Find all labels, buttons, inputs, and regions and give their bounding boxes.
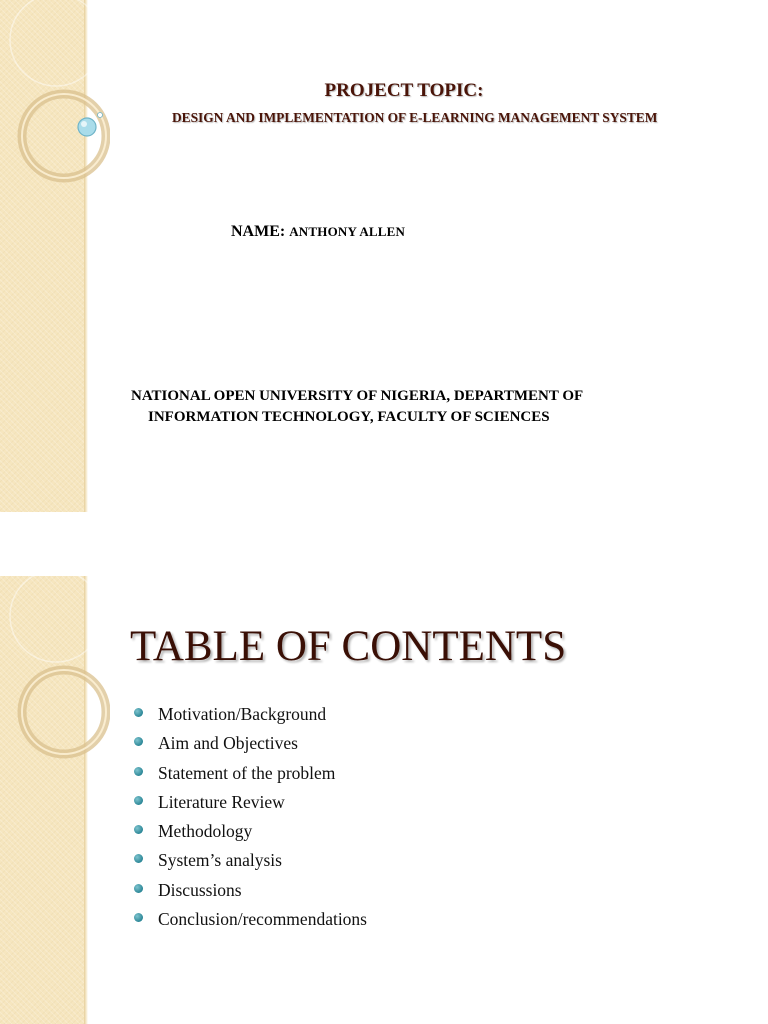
toc-item	[130, 731, 367, 760]
toc-item-label: Aim and Objectives	[158, 733, 298, 754]
toc-item	[130, 702, 367, 731]
toc-item	[130, 848, 367, 877]
institution-line-1: NATIONAL OPEN UNIVERSITY OF NIGERIA, DEPARTMENT OF	[131, 388, 584, 404]
bullet-icon	[134, 825, 143, 834]
project-title: DESIGN AND IMPLEMENTATION OF E-LEARNING MANAGEMENT SYSTEM	[172, 110, 658, 125]
bullet-icon	[134, 884, 143, 893]
toc-item-label: Conclusion/recommendations	[158, 909, 367, 930]
bullet-icon	[134, 854, 143, 863]
toc-item	[130, 907, 367, 936]
toc-item-label: Methodology	[158, 821, 253, 842]
toc-item	[130, 790, 367, 819]
toc-item	[130, 878, 367, 907]
decorative-circles	[0, 576, 110, 776]
toc-item-label: Literature Review	[158, 791, 285, 812]
toc-item-label: System’s analysis	[158, 850, 282, 871]
toc-title: TABLE OF CONTENTS	[130, 623, 567, 670]
slide-separator	[0, 512, 768, 576]
institution-line-2: INFORMATION TECHNOLOGY, FACULTY OF SCIENCES	[148, 409, 550, 425]
toc-item	[130, 761, 367, 790]
name-value: ANTHONY ALLEN	[289, 224, 406, 239]
table-of-contents-slide	[0, 576, 768, 1024]
bullet-icon	[134, 796, 143, 805]
toc-item-label: Motivation/Background	[158, 704, 327, 724]
project-topic-label: PROJECT TOPIC:	[324, 80, 484, 101]
bullet-icon	[134, 913, 143, 922]
toc-item	[130, 819, 367, 848]
toc-list	[130, 702, 367, 936]
toc-item-label: Discussions	[158, 879, 242, 900]
author-name-line	[231, 223, 405, 241]
name-label: NAME:	[231, 223, 286, 240]
bullet-icon	[134, 708, 143, 717]
bullet-icon	[134, 737, 143, 746]
toc-item-label: Statement of the problem	[158, 762, 336, 783]
bullet-icon	[134, 767, 143, 776]
